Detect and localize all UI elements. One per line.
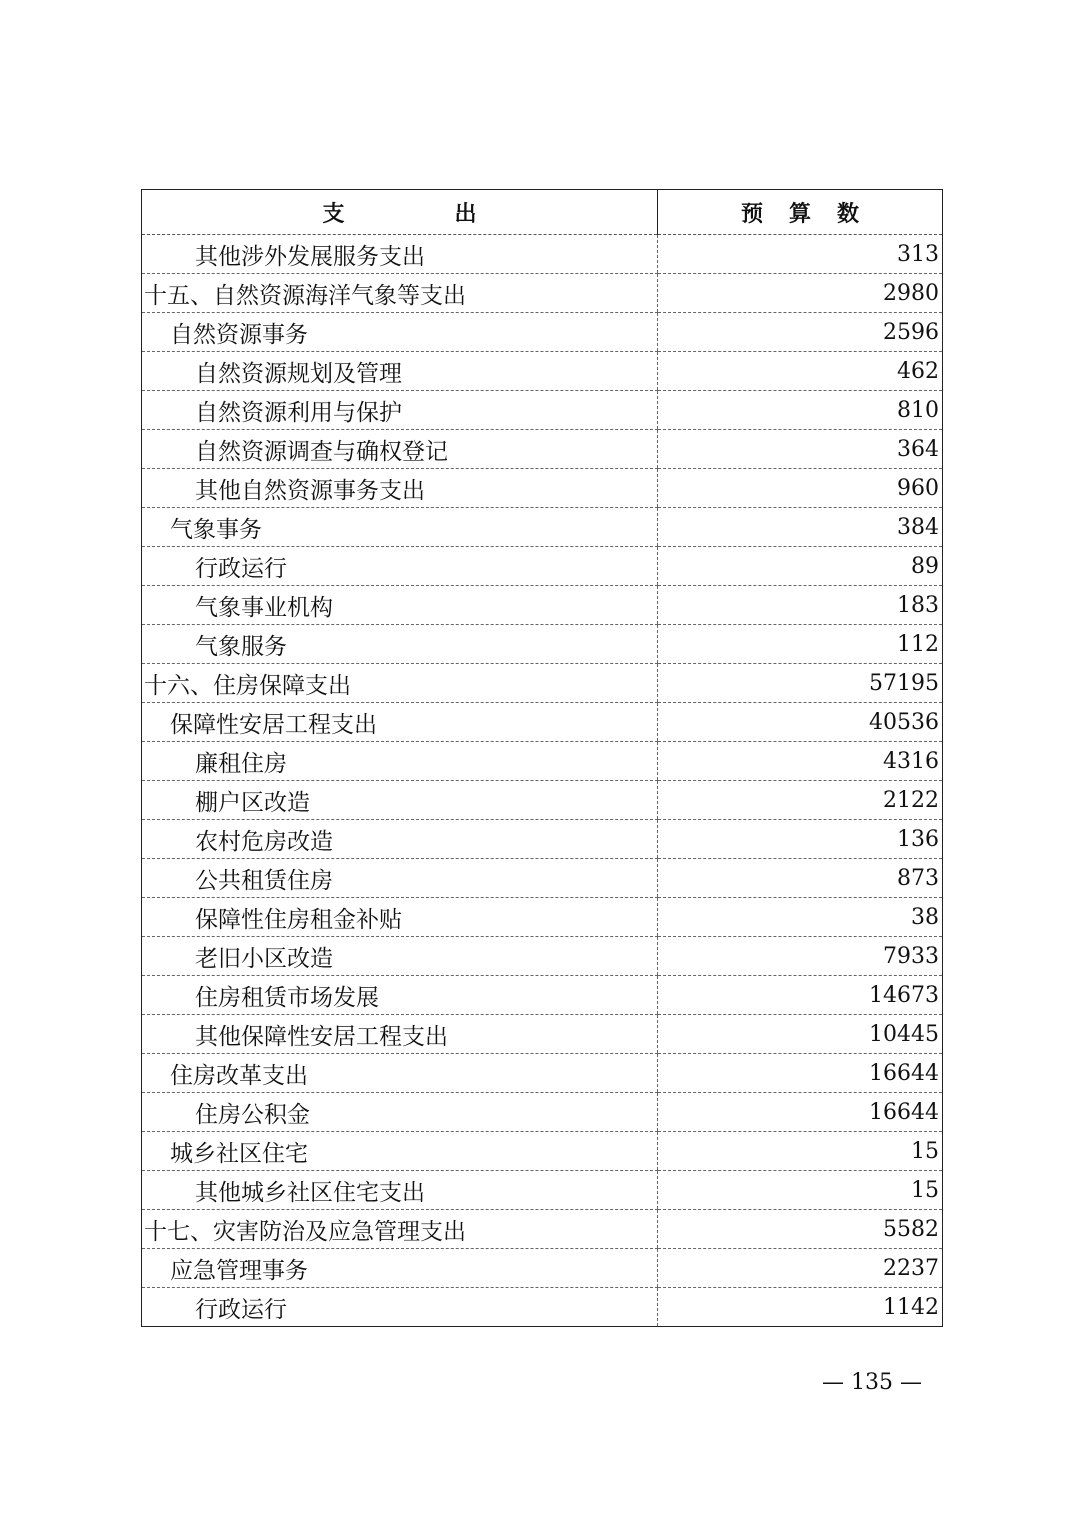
- row-item-label: 应急管理事务: [142, 1249, 658, 1288]
- row-item-label: 气象事业机构: [142, 586, 658, 625]
- row-item-label: 其他涉外发展服务支出: [142, 235, 658, 274]
- row-amount: 313: [658, 235, 943, 274]
- row-item-label: 自然资源规划及管理: [142, 352, 658, 391]
- header-amount-char: 预: [740, 201, 763, 227]
- table-row: [142, 664, 943, 703]
- header-item-char: 支: [322, 201, 345, 227]
- row-amount: 89: [658, 547, 943, 586]
- table-row: [142, 1210, 943, 1249]
- row-item-label: 保障性住房租金补贴: [142, 898, 658, 937]
- table-row: [142, 352, 943, 391]
- table-row: [142, 391, 943, 430]
- row-item-label: 自然资源调查与确权登记: [142, 430, 658, 469]
- row-item-label: 行政运行: [142, 1288, 658, 1327]
- table-row: [142, 1288, 943, 1327]
- row-amount: 2237: [658, 1249, 943, 1288]
- header-amount-char: 数: [837, 201, 860, 227]
- row-amount: 5582: [658, 1210, 943, 1249]
- row-amount: 57195: [658, 664, 943, 703]
- page-number: — 135 —: [822, 1370, 922, 1395]
- row-amount: 2122: [658, 781, 943, 820]
- row-amount: 810: [658, 391, 943, 430]
- row-amount: 960: [658, 469, 943, 508]
- row-amount: 384: [658, 508, 943, 547]
- row-item-label: 住房公积金: [142, 1093, 658, 1132]
- row-amount: 7933: [658, 937, 943, 976]
- row-item-label: 十六、住房保障支出: [142, 664, 658, 703]
- table-row: [142, 898, 943, 937]
- table-row: [142, 859, 943, 898]
- table-row: [142, 937, 943, 976]
- row-amount: 16644: [658, 1054, 943, 1093]
- row-amount: 38: [658, 898, 943, 937]
- table-row: [142, 274, 943, 313]
- row-item-label: 十五、自然资源海洋气象等支出: [142, 274, 658, 313]
- table-row: [142, 625, 943, 664]
- row-item-label: 自然资源事务: [142, 313, 658, 352]
- table-row: [142, 547, 943, 586]
- row-amount: 462: [658, 352, 943, 391]
- table-row: [142, 976, 943, 1015]
- row-item-label: 其他保障性安居工程支出: [142, 1015, 658, 1054]
- table-row: [142, 1054, 943, 1093]
- table-row: [142, 469, 943, 508]
- row-amount: 15: [658, 1171, 943, 1210]
- row-item-label: 公共租赁住房: [142, 859, 658, 898]
- row-item-label: 其他城乡社区住宅支出: [142, 1171, 658, 1210]
- row-amount: 183: [658, 586, 943, 625]
- table-row: [142, 1171, 943, 1210]
- row-amount: 1142: [658, 1288, 943, 1327]
- row-amount: 873: [658, 859, 943, 898]
- table-row: [142, 781, 943, 820]
- row-amount: 16644: [658, 1093, 943, 1132]
- row-item-label: 十七、灾害防治及应急管理支出: [142, 1210, 658, 1249]
- table-row: [142, 1249, 943, 1288]
- row-item-label: 城乡社区住宅: [142, 1132, 658, 1171]
- row-item-label: 廉租住房: [142, 742, 658, 781]
- table-row: [142, 508, 943, 547]
- table-row: [142, 742, 943, 781]
- row-item-label: 自然资源利用与保护: [142, 391, 658, 430]
- row-item-label: 气象事务: [142, 508, 658, 547]
- table-row: [142, 235, 943, 274]
- row-amount: 40536: [658, 703, 943, 742]
- row-amount: 136: [658, 820, 943, 859]
- row-amount: 10445: [658, 1015, 943, 1054]
- header-item-char: 出: [454, 201, 477, 227]
- row-item-label: 住房改革支出: [142, 1054, 658, 1093]
- row-amount: 2596: [658, 313, 943, 352]
- table-header-row: [142, 190, 943, 235]
- table-row: [142, 703, 943, 742]
- row-amount: 4316: [658, 742, 943, 781]
- table-row: [142, 430, 943, 469]
- header-amount: [658, 190, 943, 235]
- table-row: [142, 1015, 943, 1054]
- row-amount: 2980: [658, 274, 943, 313]
- row-item-label: 住房租赁市场发展: [142, 976, 658, 1015]
- row-item-label: 老旧小区改造: [142, 937, 658, 976]
- budget-table: [141, 189, 943, 1327]
- row-item-label: 保障性安居工程支出: [142, 703, 658, 742]
- table-row: [142, 586, 943, 625]
- table-row: [142, 1132, 943, 1171]
- table-body: [142, 235, 943, 1327]
- header-amount-char: 算: [788, 201, 811, 227]
- row-item-label: 其他自然资源事务支出: [142, 469, 658, 508]
- header-item: [142, 190, 658, 235]
- table-row: [142, 1093, 943, 1132]
- row-amount: 112: [658, 625, 943, 664]
- row-item-label: 行政运行: [142, 547, 658, 586]
- row-amount: 15: [658, 1132, 943, 1171]
- table-row: [142, 820, 943, 859]
- row-item-label: 气象服务: [142, 625, 658, 664]
- row-item-label: 农村危房改造: [142, 820, 658, 859]
- row-amount: 14673: [658, 976, 943, 1015]
- row-amount: 364: [658, 430, 943, 469]
- row-item-label: 棚户区改造: [142, 781, 658, 820]
- table-row: [142, 313, 943, 352]
